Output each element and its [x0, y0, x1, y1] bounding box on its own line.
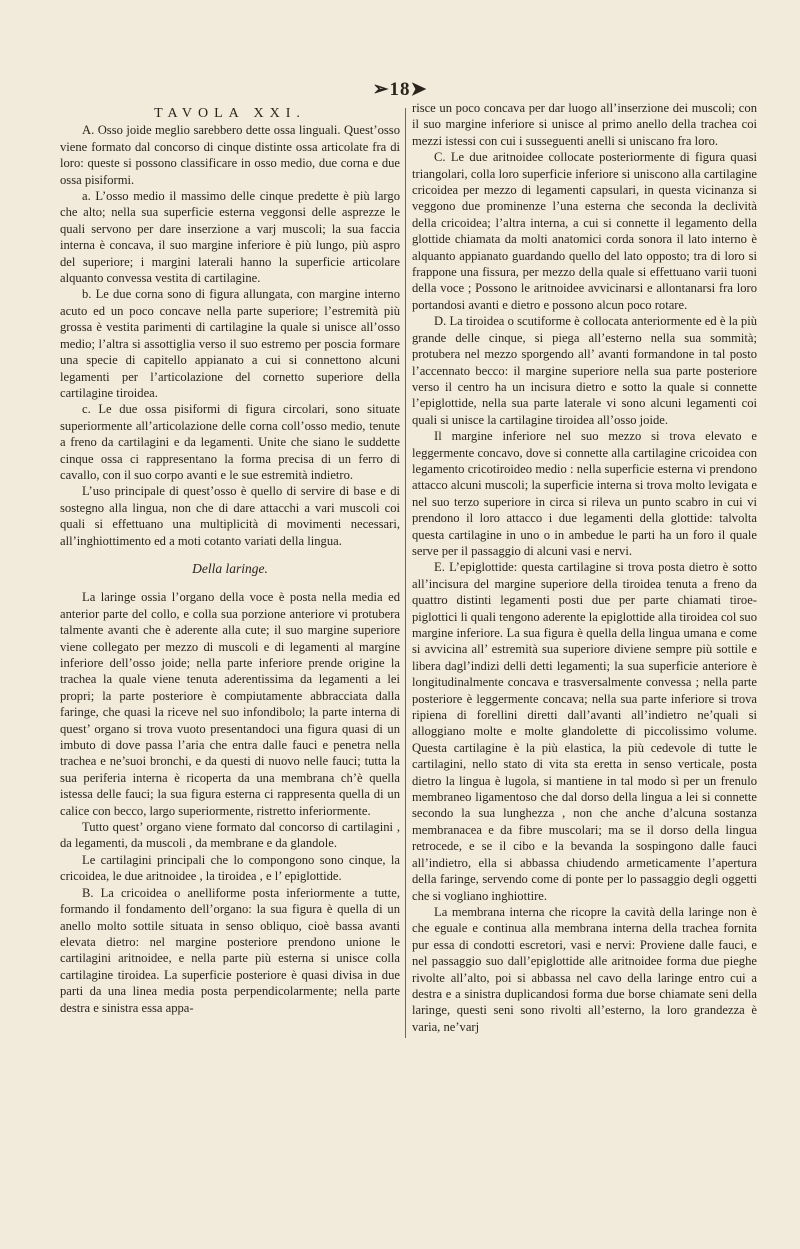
- paragraph: b. Le due corna sono di figura allungata, con margine interno acuto ed un poco concave nella parte superiore; l’estremità più grossa è vestita parimenti di cartilagine la quale si unisce all’osso medio; l’altra si assottiglia verso il suo estremo per poscia formare una specie di capitello appianato a cui si connettono alcuni legamenti per l’articolazione del cornetto superiore della cartilagine tiroidea.: [60, 287, 400, 400]
- column-divider: [405, 108, 406, 1038]
- ornament-right-icon: ➤: [410, 79, 428, 100]
- paragraph: B. La cricoidea o anelliforme posta inferiormente a tutte, formando il fondamento dell’organo: la sua figura è quella di un anello molto sottile situata in senso obliquo, cioè bassa avanti elevata dietro: nel margine posteriore prendono unione le cartilagini aritnoidee, e nella parte più esterna si unisce colla cartilagine tiroidea. La superficie posteriore è quasi divisa in due parti da una linea media posta perpendicolarmente; nella parte destra e sinistra essa appa-: [60, 885, 400, 1015]
- paragraph: A. Osso joide meglio sarebbero dette ossa linguali. Quest’osso viene formato dal concorso di cinque distinte ossa articolate fra di loro: queste si possono classificare in osso medio, due corna e due ossa pisiformi.: [60, 123, 400, 187]
- page-number: [0, 78, 800, 101]
- paragraph: C. Le due aritnoidee collocate posteriormente di figura quasi triangolari, colla loro superficie inferiore si uniscono alla cartilagine cricoidea per mezzo di legamenti capsulari, in questa vicinanza si veggono due prominenze l’una esterna che seconda la declività della cricoidea; l’altra interna, a cui si connette il legamento della glottide chiamata da molti anatomici corda sonora il lato interno è alquanto appianato guardando quello del lato opposto; tra di loro si frappone una fissura, per mezzo della quale si effettuano varii tuoni della voce ; Possono le aritnoidee avvicinarsi e allontanarsi fra loro portandosi avanti e dietro e possono alcun poco rotare.: [412, 150, 757, 312]
- paragraph: a. L’osso medio il massimo delle cinque predette è più largo che alto; nella sua superficie esterna veggonsi delle asprezze le quali servono per dare inserzione a varj muscoli; la sua faccia interna è concava, il suo margine inferiore è più lungo, più aspro del superiore; i margini laterali hanno la superficie articolare alquanto convessa vestita di cartilagine.: [60, 189, 400, 286]
- paragraph: Il margine inferiore nel suo mezzo si trova elevato e leggermente concavo, dove si connette alla cartilagine cricoidea con legamento cricotiroideo medio : nella superficie esterna vi prendono attacco alcuni muscoli; la superficie interna si trova molto levigata e nel suo terzo superiore in circa si rileva un punto scabro in cui vi prendono il loro attacco i due legamenti della glottide: talvolta questa cartilagine in uno o in ambedue le parti ha un foro il quale serve per il passaggio di alcuni vasi e nervi.: [412, 429, 757, 558]
- paragraph: L’uso principale di quest’osso è quello di servire di base e di sostegno alla lingua, non che di dare attacchi a vari muscoli coi quali si effettuano una multiplicità di movimenti necessari, all’inghiottimento ed a moti cotanto variati della lingua.: [60, 484, 400, 548]
- paragraph: Tutto quest’ organo viene formato dal concorso di cartilagini , da legamenti, da muscoli , da membrane e da glandole.: [60, 820, 400, 851]
- right-column: [412, 100, 757, 1035]
- paragraph: D. La tiroidea o scutiforme è collocata anteriormente ed è la più grande delle cinque, si piega all’esterno nella sua sommità; protubera nel mezzo sporgendo all’ avanti formandone in tal posto l’accennato becco: il margine superiore nella sua parte posteriore verso il centro ha un incisura dietro e sotto la quale si connette l’epiglottide, nella sua parte laterale vi sono alcuni legamenti coi quali si unisce la cartilagine tiroidea all’osso joide.: [412, 314, 757, 427]
- ornament-left-icon: ➢: [372, 79, 390, 100]
- paragraph: La laringe ossia l’organo della voce è posta nella media ed anterior parte del collo, e colla sua porzione anteriore vi protubera talmente avanti che è aderente alla cute; il suo margine superiore viene collegato per mezzo di muscoli e di legamenti al margine inferiore dell’osso joide; nella parte inferiore prende origine la trachea la quale viene tenuta aderentissima da legamenti a lei propri; la parte posteriore è compiutamente abbracciata dalla faringe, che quasi la riceve nel suo infondibolo; la parte interna di quest’ organo si trova vuoto presentandoci una figura quasi di un imbuto di dove passa l’aria che entra dalle fauci e penetra nella trachea e ne’suoi bronchi, e da questi di nuovo nelle fauci; tutta la sua periferia interna è ricoperta da una membrana ch’è quella istessa delle fauci; la sua figura esterna ci rappresenta quella di un calice con becco, largo superiormente, ristretto inferiormente.: [60, 590, 400, 818]
- paragraph: Le cartilagini principali che lo compongono sono cinque, la cricoidea, le due aritnoidee , la tiroidea , e l’ epiglottide.: [60, 852, 400, 884]
- paragraph: risce un poco concava per dar luogo all’inserzione dei muscoli; con il suo margine inferiore si unisce al primo anello della trachea coi mezzi istessi con cui i susseguenti anelli si uniscano fra loro.: [412, 101, 757, 148]
- left-column: [60, 106, 400, 1016]
- plate-title: TAVOLA XXI.: [154, 106, 306, 121]
- section-title: Della laringe.: [192, 560, 268, 576]
- paragraph: E. L’epiglottide: questa cartilagine si trova posta dietro è sotto all’incisura del margine superiore della tiroidea tenuta a freno da quattro distinti legamenti posti due per parte chiamati tiroe-piglottici li quali tengono aderente la epiglottide alla tiroidea col suo margine inferiore. La sua figura è quella della lingua umana e come si avvicina all’ estremità sua superiore diviene sempre più sottile e libera dagl’indizi delli detti legamenti; la sua superficie anteriore è longitudinalmente concava e trasversalmente convessa ; nella parte posteriore è leggermente concava; nella sua parte inferiore si trova ripiena di forellini diretti dall’avanti all’indietro ne’quali si alloggiano molte e molte glandolette di piccolissimo volume. Questa cartilagine è la più elastica, la più cedevole di tutte le cartilagini, nello stato di vita sta eretta in senso verticale, posta dietro la lingua è lugola, si mantiene in tal modo sì per un frenulo membraneo ligamentoso che dal dorso della lingua a lei si connette secondo la sua lunghezza , non che anche d’alcuna sostanza membranacea e da fibre muscolari; ma se il dorso della lingua retrocede, e se il cibo e la bevanda la sospingono dalle fauci all’indietro, ella si abbassa chiudendo armeticamente l’apertura della faringe, servendo come di ponte per lo passaggio degli oggetti che si vogliano inghiottire.: [412, 560, 757, 903]
- paragraph: c. Le due ossa pisiformi di figura circolari, sono situate superiormente all’articolazione delle corna coll’osso medio, tenute a freno da cartilagini e da legamenti. Unite che siano le suddette cinque ossa ci rappresentano la forma precisa di un ferro di cavallo, con il suo corpo avanti e le sue estremità indietro.: [60, 402, 400, 482]
- paragraph: La membrana interna che ricopre la cavità della laringe non è che eguale e continua alla membrana interna della trachea fornita pur essa di condotti escretori, vasi e nervi: Proviene dalle fauci, e nel passaggio suo dall’epiglottide alle aritnoidee forma due pieghe rivolte all’alto, poi si abbassa nel cavo della laringe entro cui a destra e a sinistra duplicandosi forma due borse chiamate seni della laringe, questi seni sono rivolti all’esterno, la loro grandezza è varia, ne’varj: [412, 904, 757, 1034]
- page-number-text: 18: [389, 79, 411, 100]
